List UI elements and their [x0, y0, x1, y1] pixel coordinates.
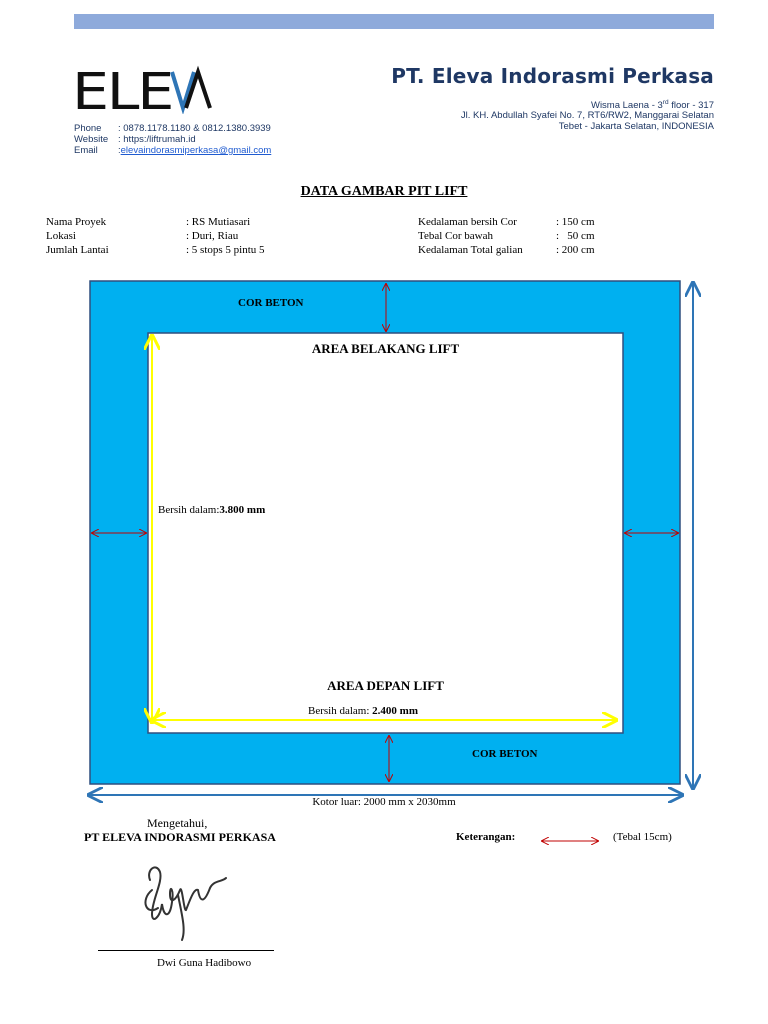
- contact-website: Website : https:/liftrumah.id: [74, 134, 196, 145]
- contact-phone: Phone : 0878.1178.1180 & 0812.1380.3939: [74, 123, 271, 134]
- cor-beton-top-label: COR BETON: [238, 297, 304, 309]
- cor-beton-bottom-label: COR BETON: [472, 748, 538, 760]
- outer-size-label: Kotor luar: 2000 mm x 2030mm: [312, 796, 456, 808]
- signer-name: Dwi Guna Hadibowo: [157, 957, 252, 969]
- pit-inner-area: [148, 333, 623, 733]
- depth-value: 3.800 mm: [219, 504, 266, 516]
- keterangan-label: Keterangan:: [456, 831, 516, 843]
- area-back-label: AREA BELAKANG LIFT: [311, 341, 460, 356]
- mengetahui-label: Mengetahui,: [147, 816, 208, 830]
- project-info: Nama Proyek : RS Mutiasari Lokasi : Duri, Riau Jumlah Lantai : 5 stops 5 pintu 5: [46, 216, 265, 256]
- signature-mark: [145, 867, 226, 940]
- area-front-label: AREA DEPAN LIFT: [327, 678, 444, 693]
- width-dimension-label: Bersih dalam: 2.400 mm: [308, 705, 418, 717]
- depth-dimension-label: Bersih dalam:3.800 mm: [158, 504, 266, 516]
- address-line-3: Tebet - Jakarta Selatan, INDONESIA: [558, 121, 714, 132]
- document-title: DATA GAMBAR PIT LIFT: [300, 184, 468, 199]
- legend-thickness-label: (Tebal 15cm): [613, 831, 672, 843]
- contact-email: Email : elevaindorasmiperkasa@gmail.com: [74, 145, 272, 156]
- address-line-1: Wisma Laena - 3rd floor - 317: [590, 99, 714, 112]
- address-line-2: Jl. KH. Abdullah Syafei No. 7, RT6/RW2, Manggarai Selatan: [460, 110, 714, 121]
- signature-line: [98, 950, 274, 951]
- width-value: 2.400 mm: [372, 705, 418, 717]
- company-name: PT. Eleva Indorasmi Perkasa: [391, 64, 714, 88]
- footer-company: PT ELEVA INDORASMI PERKASA: [84, 830, 276, 844]
- email-link[interactable]: elevaindorasmiperkasa@gmail.com: [120, 145, 272, 156]
- pit-info: Kedalaman bersih Cor : 150 cm Tebal Cor bawah : 50 cm Kedalaman Total galian : 200 cm: [418, 216, 595, 256]
- logo-text-ele: ELE: [72, 63, 172, 114]
